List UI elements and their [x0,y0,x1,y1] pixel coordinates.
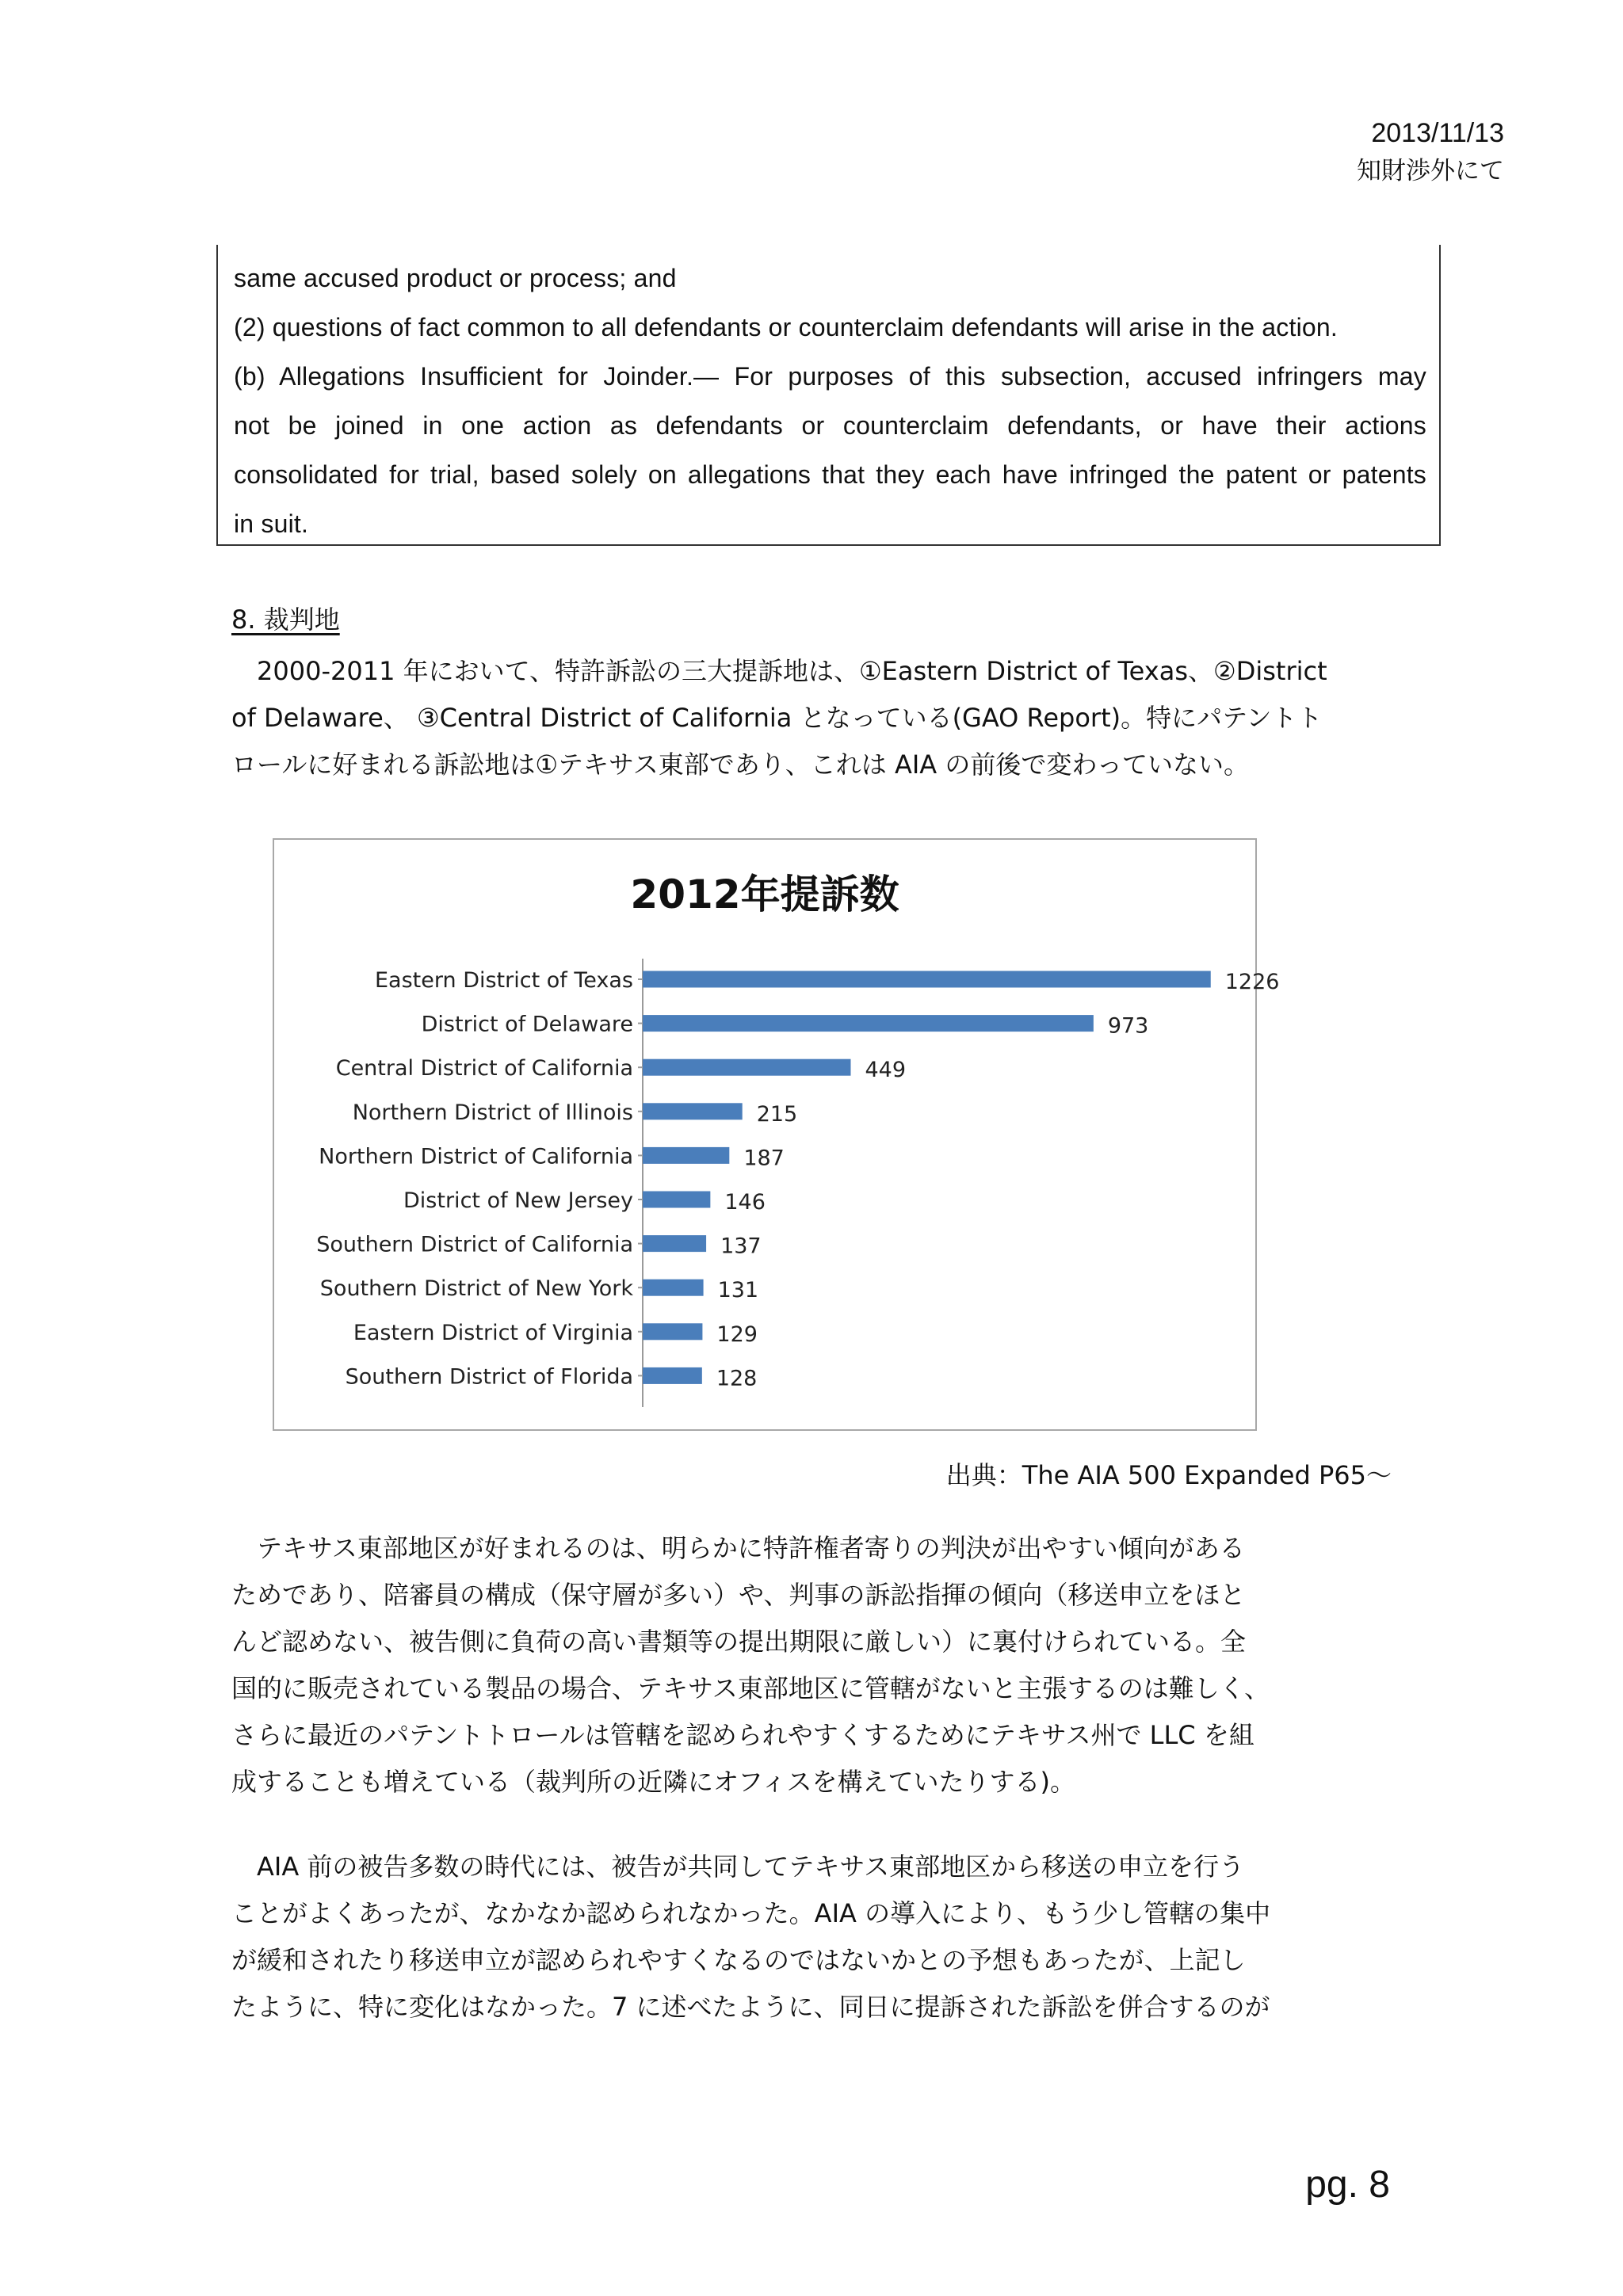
category-label: Northern District of California [319,1144,633,1169]
body-line: 国的に販売されている製品の場合、テキサス東部地区に管轄がないと主張するのは難しく、 [231,1673,1270,1703]
body-paragraph-1 [231,1525,1391,1806]
category-label: District of Delaware [421,1012,633,1037]
body-line: たように、特に変化はなかった。7 に述べたように、同日に提訴された訴訟を併合するのが [231,1992,1270,2022]
quote-line: consolidated for trial, based solely on allegations that they each have infringed the patent or patents [234,460,1426,489]
data-label: 187 [743,1146,785,1171]
data-label: 128 [716,1366,758,1391]
header-date: 2013/11/13 [1371,118,1504,148]
intro-line: of Delaware、 ③Central District of California となっている(GAO Report)。特にパテントト [231,703,1323,733]
data-label: 131 [717,1278,759,1303]
chart-title: 2012年提訴数 [630,871,899,917]
intro-line: ロールに好まれる訴訟地は①テキサス東部であり、これは AIA の前後で変わっていない。 [231,749,1250,780]
chart-canvas [274,840,1280,1429]
bar [643,1323,702,1340]
category-label: Eastern District of Texas [375,968,633,993]
intro-paragraph [231,648,1391,788]
quote-line: in suit. [234,509,309,538]
bar [643,1059,850,1076]
bar [643,1015,1094,1032]
quote-line: (b) Allegations Insufficient for Joinder.— For purposes of this subsection, accused infringers may [234,362,1426,391]
quote-line: (2) questions of fact common to all defendants or counterclaim defendants will arise in the action. [234,313,1338,341]
bar [643,971,1211,988]
page-number: pg. 8 [1305,2164,1390,2206]
header-department: 知財渉外にて [1357,157,1504,185]
data-label: 449 [865,1058,907,1083]
quote-line: same accused product or process; and [234,264,677,292]
body-line: AIA 前の被告多数の時代には、被告が共同してテキサス東部地区から移送の申立を行う [231,1852,1245,1882]
category-label: District of New Jersey [403,1188,633,1213]
section-heading: 8. 裁判地 [231,605,340,635]
intro-line: 2000-2011 年において、特許訴訟の三大提訴地は、①Eastern District of Texas、②District [231,656,1327,686]
bar [643,1192,710,1208]
data-label: 215 [756,1101,798,1127]
category-label: Southern District of Florida [345,1364,633,1390]
bar [643,1280,704,1296]
body-line: ことがよくあったが、なかなか認められなかった。AIA の導入により、もう少し管轄の集中 [231,1898,1271,1928]
quote-line: not be joined in one action as defendants or counterclaim defendants, or have their actions [234,411,1426,440]
category-label: Central District of California [335,1056,633,1081]
data-label: 137 [720,1234,762,1259]
category-label: Eastern District of Virginia [353,1320,633,1345]
body-line: ためであり、陪審員の構成（保守層が多い）や、判事の訴訟指揮の傾向（移送申立をほと [231,1580,1246,1610]
page-header [1357,114,1504,190]
filings-bar-chart [273,838,1280,1431]
bar [643,1103,743,1119]
chart-source-note: 出典：The AIA 500 Expanded P65～ [945,1460,1392,1490]
data-label: 129 [716,1322,758,1347]
body-line: テキサス東部地区が好まれるのは、明らかに特許権者寄りの判決が出やすい傾向がある [231,1533,1245,1563]
body-paragraph-2 [231,1844,1391,2031]
category-label: Southern District of California [316,1232,633,1257]
data-label: 973 [1107,1013,1149,1039]
bar [643,1235,706,1252]
bar [643,1367,702,1384]
statute-quote-box [216,245,1441,546]
category-label: Southern District of New York [319,1276,633,1302]
category-label: Northern District of Illinois [352,1100,633,1125]
bar [643,1147,729,1164]
data-label: 1226 [1224,970,1280,994]
body-line: が緩和されたり移送申立が認められやすくなるのではないかとの予想もあったが、上記し [231,1945,1246,1975]
body-line: 成することも増えている（裁判所の近隣にオフィスを構えていたりする)。 [231,1767,1075,1797]
body-line: んど認めない、被告側に負荷の高い書類等の提出期限に厳しい）に裏付けられている。全 [231,1627,1247,1657]
data-label: 146 [724,1190,766,1215]
body-line: さらに最近のパテントトロールは管轄を認められやすくするためにテキサス州で LLC を組 [231,1720,1254,1750]
